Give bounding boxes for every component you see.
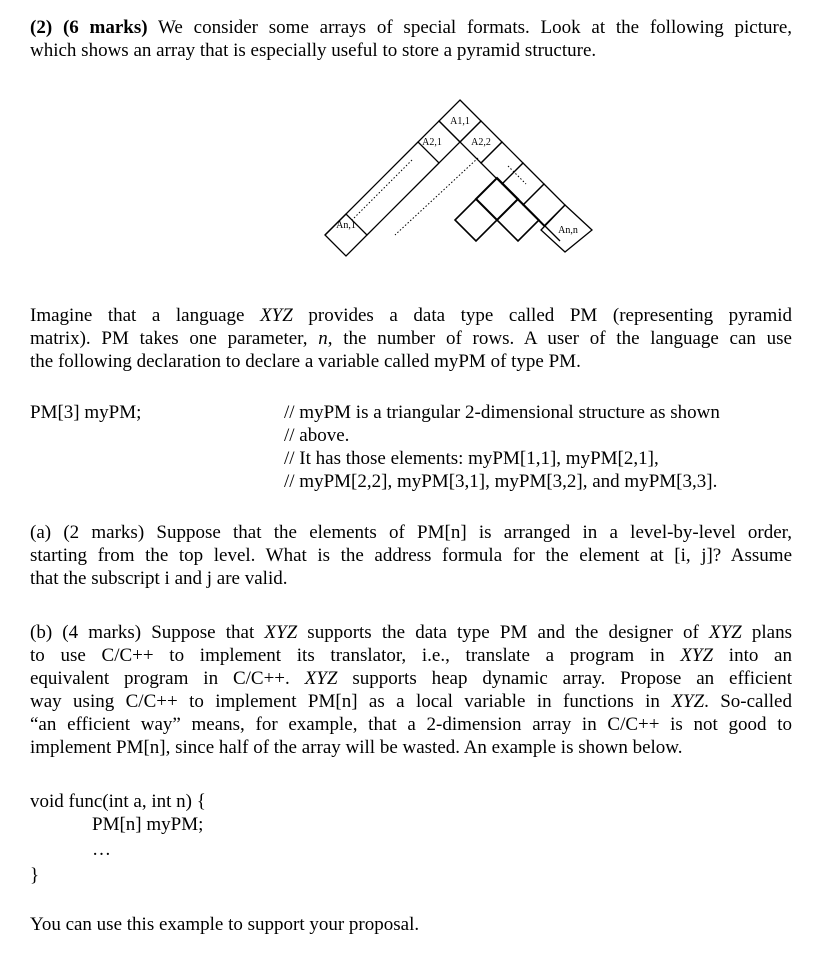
declaration-code: PM[3] myPM; (30, 402, 142, 423)
cell-bottom-1 (455, 199, 497, 241)
pyramid-array-figure (0, 0, 820, 300)
label-an1: An,1 (336, 220, 356, 231)
declaration-comment-1: // myPM is a triangular 2-dimensional structure as shown (284, 402, 720, 423)
dots-diagonal-middle (395, 158, 478, 235)
label-a22: A2,2 (471, 137, 491, 148)
code-line-3: … (92, 839, 111, 860)
question-intro-line-2: which shows an array that is especially useful to store a pyramid structure. (30, 40, 597, 61)
cell-right-1 (523, 184, 565, 226)
cell-mid-top (476, 178, 518, 220)
dots-left-column (352, 160, 412, 220)
closing-text: You can use this example to support your proposal. (30, 914, 420, 935)
code-line-4: } (30, 865, 40, 886)
part-b-line-6: implement PM[n], since half of the array will be wasted. An example is shown below. (30, 737, 683, 758)
declaration-comment-3: // It has those elements: myPM[1,1], myPM[2,1], (284, 448, 659, 469)
part-b-line-3: equivalent program in C/C++. XYZ supports heap dynamic array. Propose an efficient (30, 668, 792, 689)
part-b-line-4: way using C/C++ to implement PM[n] as a local variable in functions in XYZ. So-called (30, 691, 792, 712)
question-number: (2) (30, 17, 53, 38)
label-ann: An,n (558, 225, 578, 236)
cell-bottom-2 (497, 199, 539, 241)
part-a-line-2: starting from the top level. What is the address formula for the element at [i, j]? Assume (30, 545, 792, 566)
part-a-line-1: (a) (2 marks) Suppose that the elements of PM[n] is arranged in a level-by-level order, (30, 522, 792, 543)
part-b-line-1: (b) (4 marks) Suppose that XYZ supports the data type PM and the designer of XYZ plans (30, 622, 792, 643)
declaration-comment-2: // above. (284, 425, 350, 446)
left-band-inner (367, 163, 439, 235)
code-line-2: PM[n] myPM; (92, 814, 204, 835)
description-line-3: the following declaration to declare a variable called myPM of type PM. (30, 351, 581, 372)
description-line-1: Imagine that a language XYZ provides a data type called PM (representing pyramid (30, 305, 792, 326)
cell-a44 (502, 163, 544, 205)
cell-a33 (481, 142, 523, 184)
label-a21: A2,1 (422, 137, 442, 148)
label-a11: A1,1 (450, 116, 470, 127)
part-b-line-5: “an efficient way” means, for example, that a 2-dimension array in C/C++ is not good to (30, 714, 792, 735)
code-line-1: void func(int a, int n) { (30, 791, 206, 812)
description-line-2: matrix). PM takes one parameter, n, the number of rows. A user of the language can use (30, 328, 792, 349)
declaration-comment-4: // myPM[2,2], myPM[3,1], myPM[3,2], and myPM[3,3]. (284, 471, 718, 492)
question-intro-text: We consider some arrays of special formats. Look at the following picture, (147, 17, 793, 38)
question-marks: (6 marks) (62, 17, 148, 38)
part-a-line-3: that the subscript i and j are valid. (30, 568, 288, 589)
part-b-line-2: to use C/C++ to implement its translator, i.e., translate a program in XYZ into an (30, 645, 792, 666)
